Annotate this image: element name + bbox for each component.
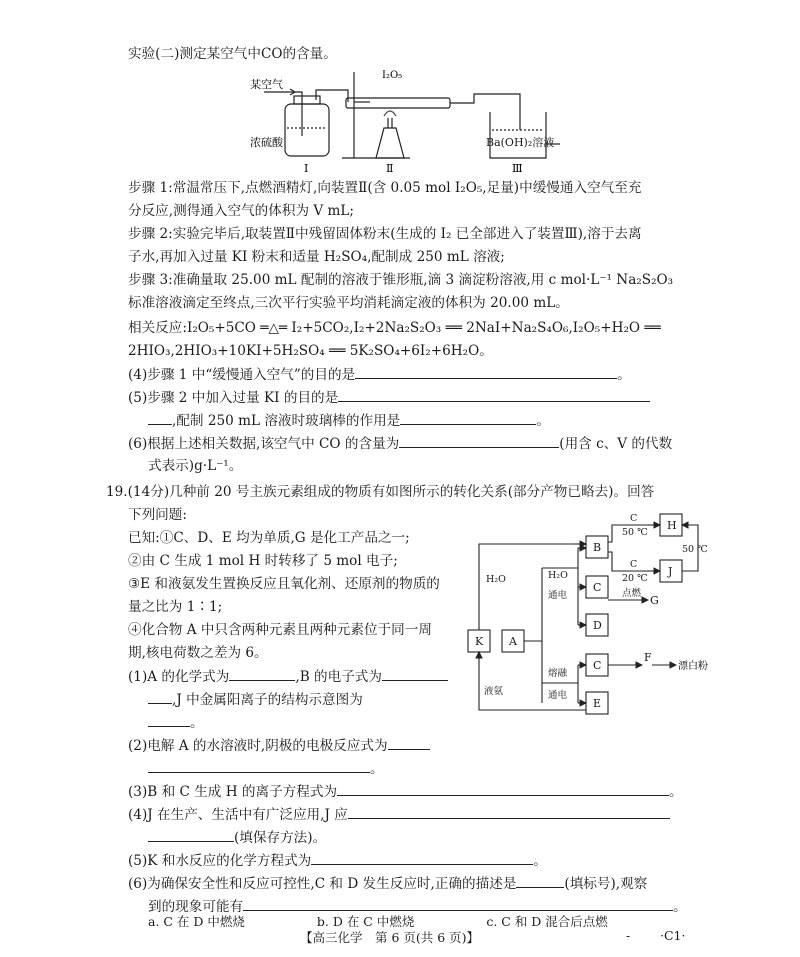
page-footer: 【高三化学 第 6 页(共 6 页)】 [300, 930, 480, 945]
acid-label: 浓硫酸 [250, 136, 283, 149]
q19-6a-text: (6)为确保安全性和反应可控性,C 和 D 发生反应时,正确的描述是 [128, 876, 517, 892]
label-t-20: 20 ℃ [622, 573, 648, 584]
label-c-50: C [630, 513, 638, 524]
q19-1d-blank[interactable] [148, 712, 190, 727]
q18-6a-tail: (用含 c、V 的代数 [559, 436, 673, 452]
step1-line1: 步骤 1:常温常压下,点燃酒精灯,向装置Ⅱ(含 0.05 mol I₂O₅,足量)中缓慢通入空气至充 [128, 180, 642, 196]
q18-5b-answer-blank1[interactable] [148, 410, 172, 425]
baoh-solution-label: Ba(OH)₂溶液 [486, 136, 555, 149]
step3-line1: 步骤 3:准确量取 25.00 mL 配制的溶液于锥形瓶,滴 3 滴淀粉溶液,用 c mol·L⁻¹ Na₂S₂O₃ [128, 272, 674, 288]
q19-4b [148, 827, 326, 848]
footer-code: ·C1· [660, 928, 686, 943]
q19-3 [128, 781, 683, 802]
option-c[interactable]: c. C 和 D 混合后点燃 [486, 914, 608, 929]
q18-6a [128, 433, 672, 454]
footer-dash: - [626, 928, 631, 943]
q19-2 [128, 735, 430, 756]
q19-known-3b: 量之比为 1∶1; [128, 599, 223, 615]
i2o5-label: I₂O₅ [382, 70, 403, 81]
q19-known-2: ②由 C 生成 1 mol H 时转移了 5 mol 电子; [128, 553, 398, 569]
label-G: G [650, 594, 659, 607]
label-tongdian2: 通电 [548, 690, 568, 701]
q19-5-period: 。 [533, 853, 547, 869]
q19-1b-text: ,J 中金属阳离子的结构示意图为 [172, 692, 363, 708]
acid-bottle [285, 104, 329, 156]
option-b[interactable]: b. D 在 C 中燃烧 [316, 914, 415, 929]
label-t-50: 50 ℃ [622, 527, 648, 538]
q18-5b [148, 410, 550, 431]
q18-4-text: (4)步骤 1 中“缓慢通入空气”的目的是 [128, 367, 356, 383]
label-H: H [667, 519, 677, 532]
q19-1a [128, 666, 448, 687]
label-tongdian: 通电 [548, 590, 568, 601]
q18-6b: 式表示)g·L⁻¹。 [148, 458, 243, 474]
q19-6b-blank[interactable] [243, 896, 673, 911]
q19-6a [128, 873, 647, 894]
q19-1b [148, 689, 363, 710]
option-a[interactable]: a. C 在 D 中燃烧 [148, 914, 245, 929]
q18-4-period: 。 [617, 367, 631, 383]
q19-5 [128, 850, 547, 871]
q19-1b-blank[interactable] [382, 666, 448, 681]
label-J: J [668, 565, 673, 578]
q19-1c [148, 712, 204, 733]
conversion-flow-diagram [462, 508, 712, 730]
q19-1a-text: (1)A 的化学式为 [128, 669, 230, 685]
step2-line1: 步骤 2:实验完毕后,取装置Ⅱ中残留固体粉末(生成的 I₂ 已全部进入了装置Ⅲ),溶于去离 [128, 226, 642, 242]
q19-known-1: 已知:①C、D、E 均为单质,G 是化工产品之一; [128, 530, 410, 546]
label-F: F [644, 651, 652, 664]
q18-5a [128, 387, 650, 408]
reaction-line2: 2HIO₃,2HIO₃+10KI+5H₂SO₄ ══ 5K₂SO₄+6I₂+6H₂O。 [128, 343, 493, 359]
label-C-top: C [593, 581, 602, 594]
label-K: K [475, 635, 484, 648]
q19-5-text: (5)K 和水反应的化学方程式为 [128, 853, 312, 869]
q19-header-line2: 下列问题: [128, 507, 187, 523]
label-C-bottom: C [593, 659, 602, 672]
q19-known-4a: ④化合物 A 中只含两种元素且两种元素位于同一周 [128, 622, 432, 638]
q19-4a [128, 804, 670, 825]
q19-6a-blank[interactable] [516, 873, 564, 888]
label-c-20: C [630, 559, 638, 570]
label-t-50-right: 50 ℃ [682, 544, 708, 555]
q19-5-blank[interactable] [311, 850, 533, 865]
label-II: Ⅱ [386, 162, 394, 175]
q19-3-blank[interactable] [337, 781, 669, 796]
label-A: A [509, 635, 517, 648]
label-E: E [593, 697, 602, 710]
q19-4b-blank[interactable] [148, 827, 234, 842]
q18-4-answer-blank[interactable] [355, 364, 617, 379]
reaction-tube [346, 98, 450, 108]
q19-known-4b: 期,核电荷数之差为 6。 [128, 645, 268, 661]
q19-1a-text2: ,B 的电子式为 [295, 669, 382, 685]
q19-6a-tail: (填标号),观察 [564, 876, 648, 892]
label-dianran: 点燃 [622, 588, 642, 599]
step3-line2: 标准溶液滴定至终点,三次平行实验平均消耗滴定液的体积为 20.00 mL。 [128, 295, 569, 311]
air-label: 某空气 [250, 78, 283, 91]
q19-6b-text: 到的现象可能有 [148, 899, 244, 915]
q18-5b-answer-blank2[interactable] [400, 410, 536, 425]
label-liquid-nh3: 液氨 [484, 686, 504, 697]
q19-1a-blank[interactable] [229, 666, 295, 681]
label-D: D [593, 619, 602, 632]
reaction-line1: 相关反应:I₂O₅+5CO ═△═ I₂+5CO₂,I₂+2Na₂S₂O₃ ══ 2NaI+Na₂S₄O₆,I₂O₅+H₂O ══ [128, 320, 661, 336]
q19-2-blank[interactable] [388, 735, 430, 750]
q18-6a-text: (6)根据上述相关数据,该空气中 CO 的含量为 [128, 436, 400, 452]
q19-6b-period: 。 [673, 899, 687, 915]
baoh-beaker [490, 112, 546, 158]
q19-4b-text: (填保存方法)。 [234, 830, 327, 846]
label-B: B [593, 541, 602, 554]
label-h2o: H₂O [548, 570, 568, 581]
q19-1c-period: 。 [190, 715, 204, 731]
q19-3-text: (3)B 和 C 生成 H 的离子方程式为 [128, 784, 338, 800]
q18-5b-period: 。 [536, 413, 550, 429]
label-ronggrong: 熔融 [548, 668, 568, 679]
label-I: Ⅰ [304, 162, 309, 175]
q19-header-line1: 19.(14分)几种前 20 号主族元素组成的物质有如图所示的转化关系(部分产物已略去)。回答 [106, 484, 655, 500]
section-title: 实验(二)测定某空气中CO的含量。 [128, 46, 337, 62]
q19-2b-blank[interactable] [148, 758, 370, 773]
alcohol-lamp [376, 128, 404, 158]
q18-5b-text: ,配制 250 mL 溶液时玻璃棒的作用是 [172, 413, 401, 429]
q18-6-answer-blank[interactable] [399, 433, 559, 448]
q18-5a-text: (5)步骤 2 中加入过量 KI 的目的是 [128, 390, 339, 406]
q18-5a-answer-blank[interactable] [338, 387, 650, 402]
q19-2-text: (2)电解 A 的水溶液时,阴极的电极反应式为 [128, 738, 388, 754]
label-III: Ⅲ [512, 162, 523, 175]
q18-4 [128, 364, 631, 385]
q19-4a-text: (4)J 在生产、生活中有广泛应用,J 应 [128, 807, 348, 823]
step1-line2: 分反应,测得通入空气的体积为 V mL; [128, 203, 354, 219]
q19-4a-blank[interactable] [348, 804, 670, 819]
q19-3-period: 。 [669, 784, 683, 800]
apparatus-diagram [250, 66, 580, 176]
q19-1c-blank[interactable] [148, 689, 172, 704]
label-bleach: 漂白粉 [678, 661, 708, 672]
label-h2o-left: H₂O [486, 574, 506, 585]
q19-2b [148, 758, 384, 779]
step2-line2: 子水,再加入过量 KI 粉末和适量 H₂SO₄,配制成 250 mL 溶液; [128, 249, 505, 265]
q19-known-3a: ③E 和液氨发生置换反应且氧化剂、还原剂的物质的 [128, 576, 440, 592]
q19-2b-period: 。 [370, 761, 384, 777]
